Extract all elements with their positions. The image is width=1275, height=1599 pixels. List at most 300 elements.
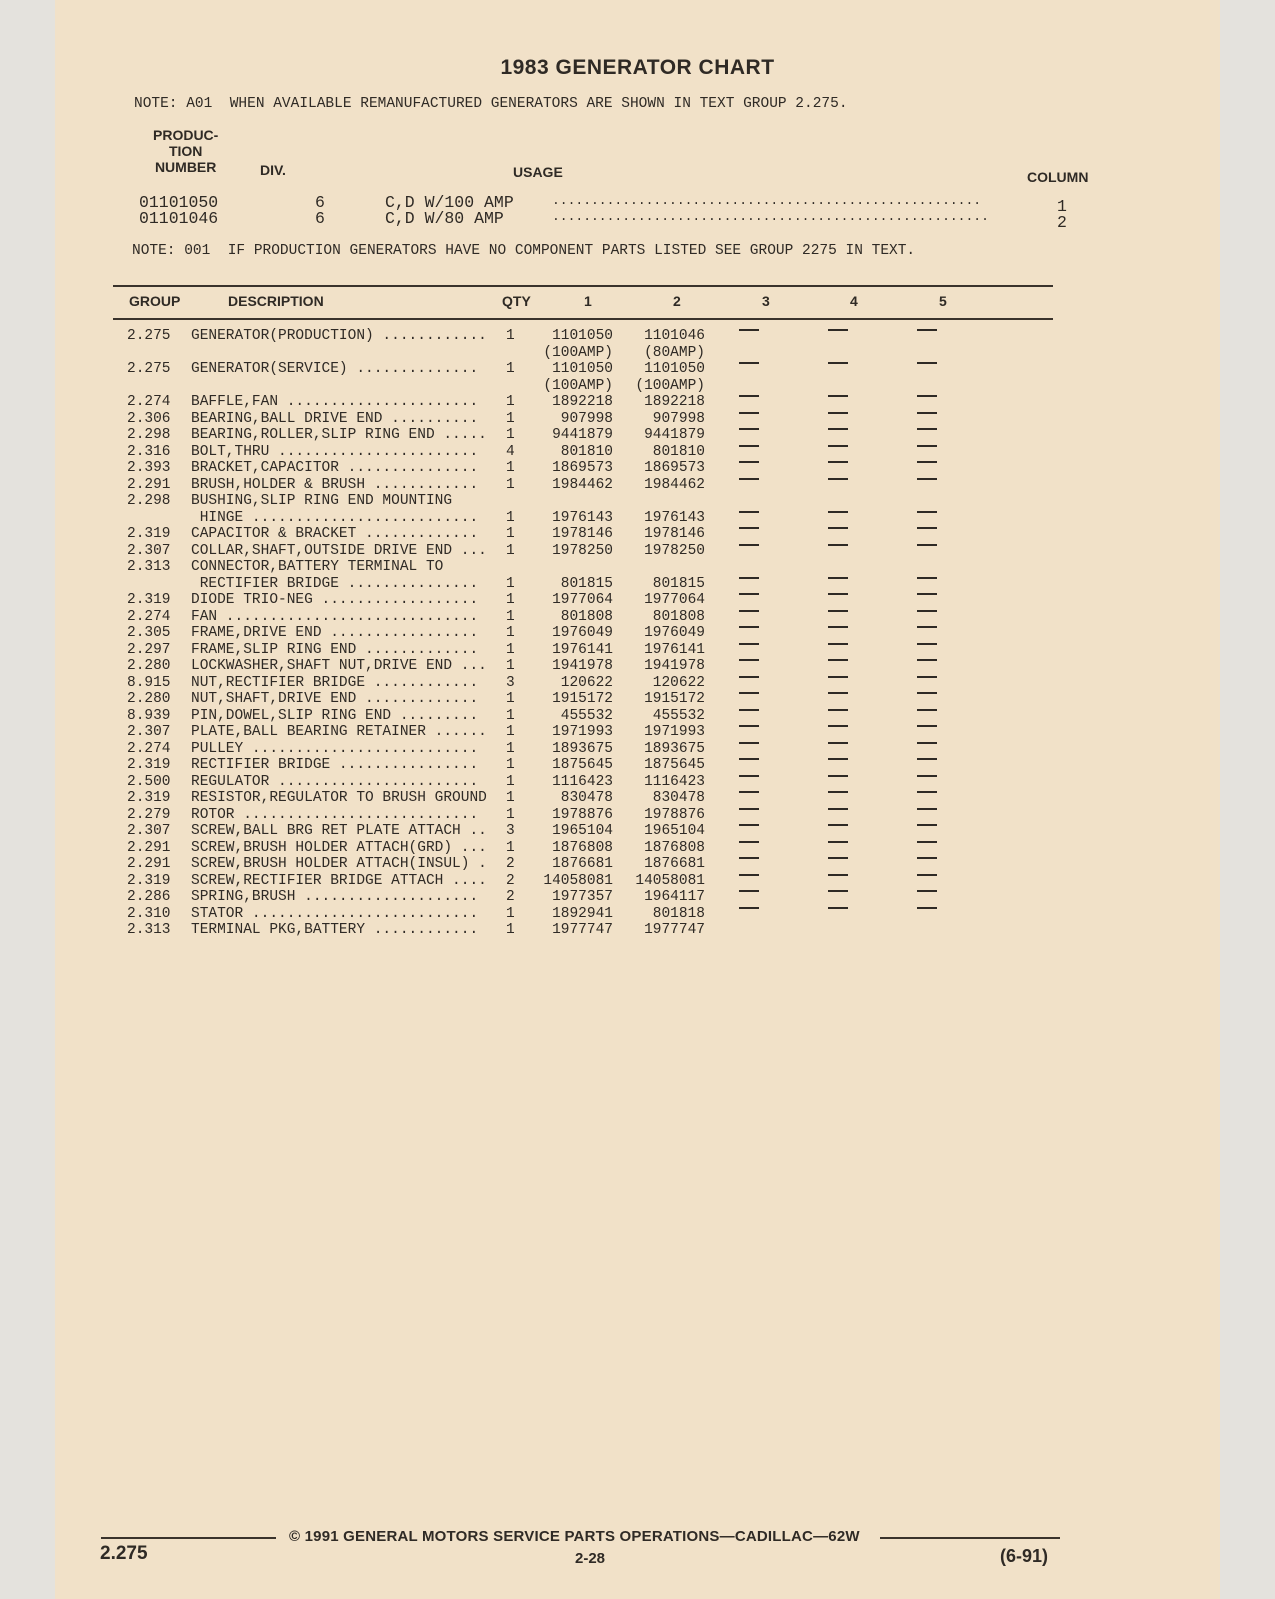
- qty-cell: 3: [506, 674, 515, 691]
- table-row: [55, 625, 1220, 642]
- column-3-dash: [739, 824, 759, 826]
- description-cell: FAN .............................: [191, 608, 479, 625]
- qty-cell: 1: [506, 724, 515, 740]
- table-row: [55, 460, 1220, 477]
- column-5-dash: [917, 890, 937, 892]
- column-5-dash: [917, 445, 937, 447]
- table-row: [55, 840, 1220, 857]
- table-row: [55, 411, 1220, 428]
- column-4-dash: [828, 791, 848, 793]
- group-cell: 2.274: [127, 608, 171, 625]
- column-2-part-number: 1876808: [644, 839, 705, 856]
- column-1-part-number: 801810: [560, 443, 613, 460]
- column-3-dash: [739, 758, 759, 760]
- table-row: [55, 922, 1220, 939]
- qty-column-header: QTY: [502, 293, 531, 309]
- column-1-part-number: 1971993: [552, 724, 613, 740]
- column-1-part-number: 1978876: [552, 806, 613, 823]
- table-row: [55, 361, 1220, 378]
- page-title: 1983 GENERATOR CHART: [500, 56, 775, 79]
- leader-dots: ........................................................: [552, 209, 989, 224]
- column-1-part-number: 1978250: [552, 542, 613, 559]
- group-cell: 2.307: [127, 823, 171, 839]
- group-cell: 8.915: [127, 674, 171, 691]
- footer-page-number: 2-28: [575, 1550, 606, 1567]
- qty-cell: 1: [506, 658, 515, 674]
- column-2-part-number: 1971993: [644, 724, 705, 740]
- column-2-part-number: (100AMP): [635, 377, 705, 394]
- column-5-dash: [917, 824, 937, 826]
- column-2-part-number: 1116423: [644, 773, 705, 790]
- column-1-part-number: 120622: [560, 674, 613, 691]
- column-2-part-number: 1977747: [644, 922, 705, 938]
- column-5-dash: [917, 478, 937, 480]
- column-1-part-number: 1976143: [552, 509, 613, 526]
- column-4-dash: [828, 511, 848, 513]
- column-4-dash: [828, 824, 848, 826]
- column-1-part-number: 1915172: [552, 691, 613, 707]
- column-2-header: 2: [673, 293, 681, 309]
- column-4-dash: [828, 676, 848, 678]
- group-cell: 2.274: [127, 740, 171, 757]
- division: 6: [315, 209, 325, 228]
- qty-cell: 1: [506, 691, 515, 707]
- column-1-part-number: 830478: [560, 790, 613, 806]
- column-3-dash: [739, 577, 759, 579]
- description-cell: SCREW,BALL BRG RET PLATE ATTACH ..: [191, 823, 487, 839]
- description-cell: COLLAR,SHAFT,OUTSIDE DRIVE END ...: [191, 542, 487, 559]
- qty-cell: 1: [506, 361, 515, 377]
- table-top-rule: [113, 285, 1053, 287]
- description-cell: SCREW,BRUSH HOLDER ATTACH(GRD) ...: [191, 839, 487, 856]
- column-1-part-number: 1976141: [552, 641, 613, 658]
- group-cell: 2.298: [127, 493, 171, 509]
- column-5-dash: [917, 907, 937, 909]
- table-row: [55, 642, 1220, 659]
- table-row: [55, 378, 1220, 395]
- group-cell: 2.316: [127, 443, 171, 460]
- column-1-part-number: 1875645: [552, 757, 613, 773]
- column-4-dash: [828, 907, 848, 909]
- column-5-dash: [917, 725, 937, 727]
- column-4-dash: [828, 362, 848, 364]
- column-4-dash: [828, 808, 848, 810]
- qty-cell: 2: [506, 889, 515, 905]
- column-4-dash: [828, 758, 848, 760]
- description-cell: RECTIFIER BRIDGE ................: [191, 757, 479, 773]
- column-5-dash: [917, 808, 937, 810]
- description-cell: BOLT,THRU .......................: [191, 443, 479, 460]
- column-5-dash: [917, 709, 937, 711]
- group-cell: 2.306: [127, 410, 171, 427]
- table-row: [55, 774, 1220, 791]
- qty-cell: 3: [506, 823, 515, 839]
- production-number: 01101050: [139, 193, 219, 212]
- column-1-part-number: 1116423: [552, 773, 613, 790]
- column-4-dash: [828, 412, 848, 414]
- description-cell: BRUSH,HOLDER & BRUSH ............: [191, 476, 479, 493]
- group-cell: 2.310: [127, 905, 171, 922]
- column-5-dash: [917, 643, 937, 645]
- column-5-dash: [917, 676, 937, 678]
- div-header: DIV.: [260, 162, 286, 178]
- table-row: [55, 559, 1220, 576]
- column-1-part-number: 1965104: [552, 823, 613, 839]
- column-4-header: 4: [850, 293, 858, 309]
- column-2-part-number: 14058081: [635, 872, 705, 889]
- column-4-dash: [828, 527, 848, 529]
- column-3-dash: [739, 428, 759, 430]
- column-4-dash: [828, 577, 848, 579]
- column-3-dash: [739, 511, 759, 513]
- column-4-dash: [828, 643, 848, 645]
- column-5-dash: [917, 742, 937, 744]
- column-1-part-number: 14058081: [543, 872, 613, 889]
- column-2-part-number: 1976141: [644, 641, 705, 658]
- column-2-part-number: 1965104: [644, 823, 705, 839]
- group-cell: 2.279: [127, 806, 171, 823]
- column-5-dash: [917, 544, 937, 546]
- column-number: 2: [1057, 213, 1067, 232]
- qty-cell: 1: [506, 839, 515, 856]
- group-cell: 8.939: [127, 707, 171, 724]
- qty-cell: 1: [506, 740, 515, 757]
- column-5-dash: [917, 659, 937, 661]
- table-row: [55, 526, 1220, 543]
- column-4-dash: [828, 775, 848, 777]
- column-3-dash: [739, 329, 759, 331]
- table-row: [55, 741, 1220, 758]
- table-row: [55, 658, 1220, 675]
- footer-copyright: © 1991 GENERAL MOTORS SERVICE PARTS OPERATIONS—CADILLAC—62W: [289, 1528, 860, 1545]
- description-cell: GENERATOR(PRODUCTION) ............: [191, 328, 487, 344]
- qty-cell: 1: [506, 410, 515, 427]
- column-1-part-number: 1876681: [552, 856, 613, 872]
- qty-cell: 1: [506, 575, 515, 592]
- column-2-part-number: 1978876: [644, 806, 705, 823]
- column-2-part-number: 1869573: [644, 460, 705, 476]
- column-1-part-number: 801815: [560, 575, 613, 592]
- group-cell: 2.291: [127, 839, 171, 856]
- qty-cell: 1: [506, 509, 515, 526]
- column-5-dash: [917, 775, 937, 777]
- column-2-part-number: 1984462: [644, 476, 705, 493]
- table-row: [55, 477, 1220, 494]
- column-3-dash: [739, 412, 759, 414]
- column-1-part-number: 801808: [560, 608, 613, 625]
- column-5-dash: [917, 329, 937, 331]
- column-2-part-number: 1976049: [644, 625, 705, 641]
- group-column-header: GROUP: [129, 293, 181, 309]
- column-4-dash: [828, 478, 848, 480]
- column-5-dash: [917, 857, 937, 859]
- column-3-dash: [739, 461, 759, 463]
- column-2-part-number: 1101046: [644, 328, 705, 344]
- parts-table: [55, 328, 1220, 939]
- footer-rule-left: [101, 1537, 276, 1539]
- group-cell: 2.297: [127, 641, 171, 658]
- table-row: [55, 708, 1220, 725]
- column-4-dash: [828, 659, 848, 661]
- qty-cell: 1: [506, 922, 515, 938]
- column-3-dash: [739, 742, 759, 744]
- column-2-part-number: 801815: [652, 575, 705, 592]
- column-3-dash: [739, 445, 759, 447]
- production-number: 01101046: [139, 209, 219, 228]
- column-3-dash: [739, 362, 759, 364]
- qty-cell: 2: [506, 872, 515, 889]
- leader-dots: .......................................................: [552, 193, 982, 208]
- description-cell: LOCKWASHER,SHAFT NUT,DRIVE END ...: [191, 658, 487, 674]
- usage-header: USAGE: [513, 164, 563, 180]
- column-2-part-number: 1915172: [644, 691, 705, 707]
- column-4-dash: [828, 428, 848, 430]
- table-row: [55, 394, 1220, 411]
- column-2-part-number: 801810: [652, 443, 705, 460]
- column-5-dash: [917, 791, 937, 793]
- description-cell: PIN,DOWEL,SLIP RING END .........: [191, 707, 479, 724]
- description-cell: PULLEY ..........................: [191, 740, 479, 757]
- column-3-dash: [739, 395, 759, 397]
- description-cell: CAPACITOR & BRACKET .............: [191, 526, 479, 542]
- column-2-part-number: 830478: [652, 790, 705, 806]
- table-row: [55, 856, 1220, 873]
- table-row: [55, 576, 1220, 593]
- division: 6: [315, 193, 325, 212]
- column-1-header: 1: [584, 293, 592, 309]
- column-3-dash: [739, 890, 759, 892]
- column-header: COLUMN: [1027, 169, 1089, 185]
- description-cell: HINGE ..........................: [191, 509, 479, 526]
- column-2-part-number: 9441879: [644, 427, 705, 443]
- column-4-dash: [828, 544, 848, 546]
- table-row: [55, 790, 1220, 807]
- column-5-dash: [917, 610, 937, 612]
- group-cell: 2.500: [127, 773, 171, 790]
- group-cell: 2.275: [127, 328, 171, 344]
- description-cell: PLATE,BALL BEARING RETAINER ......: [191, 724, 487, 740]
- qty-cell: 1: [506, 905, 515, 922]
- column-4-dash: [828, 610, 848, 612]
- qty-cell: 1: [506, 394, 515, 410]
- column-1-part-number: 1977064: [552, 592, 613, 608]
- column-5-dash: [917, 395, 937, 397]
- qty-cell: 1: [506, 460, 515, 476]
- column-4-dash: [828, 890, 848, 892]
- column-3-dash: [739, 478, 759, 480]
- column-3-dash: [739, 544, 759, 546]
- group-cell: 2.313: [127, 559, 171, 575]
- column-1-part-number: 1941978: [552, 658, 613, 674]
- table-row: [55, 757, 1220, 774]
- description-cell: BAFFLE,FAN ......................: [191, 394, 479, 410]
- column-1-part-number: 1101050: [552, 328, 613, 344]
- column-4-dash: [828, 709, 848, 711]
- qty-cell: 1: [506, 542, 515, 559]
- column-3-dash: [739, 709, 759, 711]
- description-cell: STATOR ..........................: [191, 905, 479, 922]
- description-cell: SCREW,BRUSH HOLDER ATTACH(INSUL) .: [191, 856, 487, 872]
- column-4-dash: [828, 692, 848, 694]
- table-row: [55, 807, 1220, 824]
- column-1-part-number: 455532: [560, 707, 613, 724]
- column-3-dash: [739, 626, 759, 628]
- column-2-part-number: 455532: [652, 707, 705, 724]
- column-1-part-number: 1976049: [552, 625, 613, 641]
- table-row: [55, 675, 1220, 692]
- table-row: [55, 510, 1220, 527]
- group-cell: 2.313: [127, 922, 171, 938]
- table-row: [55, 328, 1220, 345]
- group-cell: 2.305: [127, 625, 171, 641]
- qty-cell: 1: [506, 806, 515, 823]
- usage-row: [139, 209, 1149, 232]
- column-4-dash: [828, 725, 848, 727]
- group-cell: 2.280: [127, 691, 171, 707]
- column-4-dash: [828, 857, 848, 859]
- column-3-dash: [739, 527, 759, 529]
- group-cell: 2.298: [127, 427, 171, 443]
- description-cell: SCREW,RECTIFIER BRIDGE ATTACH ....: [191, 872, 487, 889]
- qty-cell: 4: [506, 443, 515, 460]
- column-2-part-number: 801818: [652, 905, 705, 922]
- column-number: 1: [1057, 197, 1067, 216]
- footer-group-number: 2.275: [100, 1543, 148, 1564]
- column-3-dash: [739, 841, 759, 843]
- column-4-dash: [828, 445, 848, 447]
- column-4-dash: [828, 841, 848, 843]
- column-1-part-number: 907998: [560, 410, 613, 427]
- qty-cell: 1: [506, 790, 515, 806]
- table-row: [55, 889, 1220, 906]
- column-2-part-number: 1892218: [644, 394, 705, 410]
- qty-cell: 1: [506, 608, 515, 625]
- description-cell: DIODE TRIO-NEG ..................: [191, 592, 479, 608]
- group-cell: 2.274: [127, 394, 171, 410]
- column-1-part-number: 1977357: [552, 889, 613, 905]
- column-2-part-number: (80AMP): [644, 344, 705, 361]
- column-2-part-number: 1976143: [644, 509, 705, 526]
- table-row: [55, 493, 1220, 510]
- description-cell: NUT,RECTIFIER BRIDGE ............: [191, 674, 479, 691]
- group-cell: 2.307: [127, 724, 171, 740]
- column-5-dash: [917, 362, 937, 364]
- column-1-part-number: (100AMP): [543, 377, 613, 394]
- qty-cell: 1: [506, 641, 515, 658]
- column-1-part-number: 1892218: [552, 394, 613, 410]
- description-cell: REGULATOR .......................: [191, 773, 479, 790]
- qty-cell: 2: [506, 856, 515, 872]
- column-1-part-number: 1869573: [552, 460, 613, 476]
- column-3-dash: [739, 791, 759, 793]
- column-2-part-number: 1978250: [644, 542, 705, 559]
- table-row: [55, 427, 1220, 444]
- qty-cell: 1: [506, 526, 515, 542]
- note-a01: NOTE: A01 WHEN AVAILABLE REMANUFACTURED GENERATORS ARE SHOWN IN TEXT GROUP 2.275.: [134, 96, 848, 112]
- column-2-part-number: 801808: [652, 608, 705, 625]
- column-3-dash: [739, 676, 759, 678]
- group-cell: 2.307: [127, 542, 171, 559]
- table-row: [55, 724, 1220, 741]
- description-cell: BUSHING,SLIP RING END MOUNTING: [191, 493, 453, 509]
- column-4-dash: [828, 742, 848, 744]
- qty-cell: 1: [506, 773, 515, 790]
- column-5-dash: [917, 461, 937, 463]
- column-5-dash: [917, 527, 937, 529]
- column-5-header: 5: [939, 293, 947, 309]
- group-cell: 2.319: [127, 872, 171, 889]
- column-4-dash: [828, 593, 848, 595]
- group-cell: 2.291: [127, 856, 171, 872]
- column-4-dash: [828, 874, 848, 876]
- column-5-dash: [917, 428, 937, 430]
- column-4-dash: [828, 395, 848, 397]
- group-cell: 2.319: [127, 592, 171, 608]
- column-5-dash: [917, 626, 937, 628]
- column-1-part-number: 1876808: [552, 839, 613, 856]
- column-5-dash: [917, 511, 937, 513]
- column-2-part-number: 1964117: [644, 889, 705, 905]
- description-cell: CONNECTOR,BATTERY TERMINAL TO: [191, 559, 444, 575]
- column-1-part-number: 1984462: [552, 476, 613, 493]
- qty-cell: 1: [506, 427, 515, 443]
- column-3-dash: [739, 725, 759, 727]
- group-cell: 2.319: [127, 757, 171, 773]
- description-cell: FRAME,SLIP RING END .............: [191, 641, 479, 658]
- description-cell: RESISTOR,REGULATOR TO BRUSH GROUND: [191, 790, 487, 806]
- column-4-dash: [828, 461, 848, 463]
- group-cell: 2.280: [127, 658, 171, 674]
- column-3-dash: [739, 610, 759, 612]
- description-cell: ROTOR ...........................: [191, 806, 479, 823]
- table-row: [55, 609, 1220, 626]
- qty-cell: 1: [506, 757, 515, 773]
- column-5-dash: [917, 593, 937, 595]
- table-row: [55, 444, 1220, 461]
- column-5-dash: [917, 577, 937, 579]
- qty-cell: 1: [506, 625, 515, 641]
- column-2-part-number: 120622: [652, 674, 705, 691]
- column-3-header: 3: [762, 293, 770, 309]
- column-3-dash: [739, 808, 759, 810]
- column-2-part-number: 1876681: [644, 856, 705, 872]
- column-1-part-number: 1892941: [552, 905, 613, 922]
- column-3-dash: [739, 907, 759, 909]
- qty-cell: 1: [506, 328, 515, 344]
- column-3-dash: [739, 857, 759, 859]
- column-3-dash: [739, 874, 759, 876]
- group-cell: 2.286: [127, 889, 171, 905]
- column-5-dash: [917, 874, 937, 876]
- column-3-dash: [739, 643, 759, 645]
- usage-text: C,D W/100 AMP: [385, 193, 514, 212]
- column-5-dash: [917, 412, 937, 414]
- column-5-dash: [917, 758, 937, 760]
- column-2-part-number: 1893675: [644, 740, 705, 757]
- group-cell: 2.319: [127, 526, 171, 542]
- description-cell: BEARING,BALL DRIVE END ..........: [191, 410, 479, 427]
- description-cell: RECTIFIER BRIDGE ...............: [191, 575, 479, 592]
- column-3-dash: [739, 692, 759, 694]
- column-2-part-number: 907998: [652, 410, 705, 427]
- description-cell: SPRING,BRUSH ....................: [191, 889, 479, 905]
- description-column-header: DESCRIPTION: [228, 293, 324, 309]
- group-cell: 2.393: [127, 460, 171, 476]
- usage-text: C,D W/80 AMP: [385, 209, 504, 228]
- table-header-rule: [113, 318, 1053, 320]
- column-2-part-number: 1977064: [644, 592, 705, 608]
- column-1-part-number: 1101050: [552, 361, 613, 377]
